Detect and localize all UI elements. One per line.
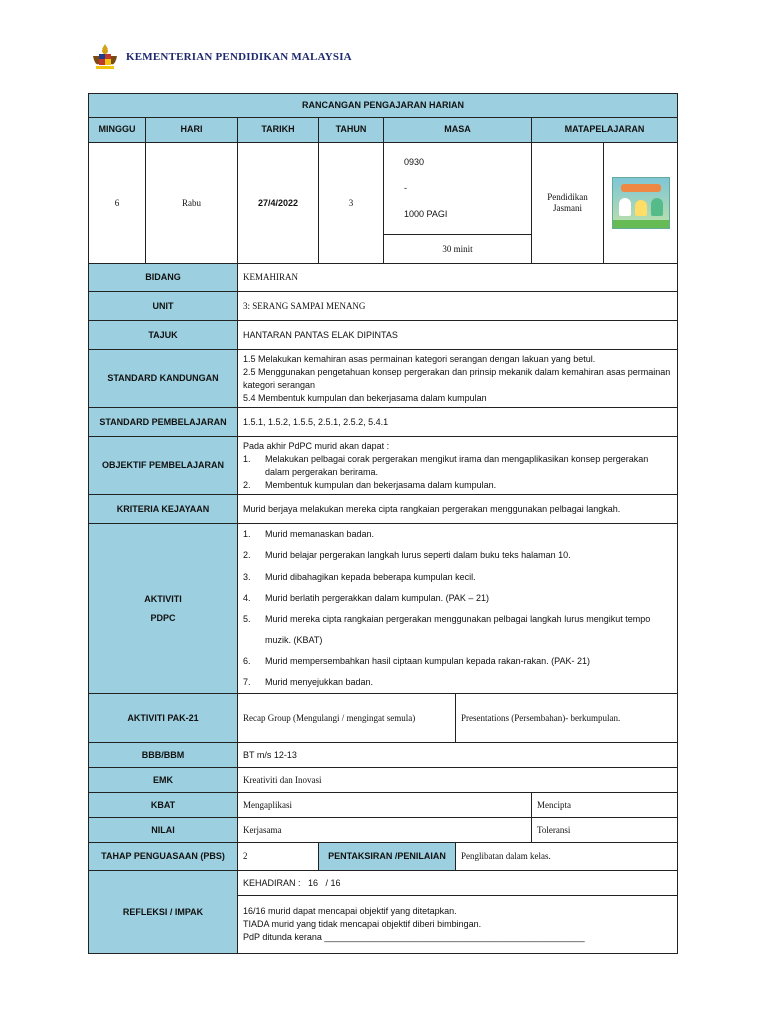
refleksi-line: 16/16 murid dapat mencapai objektif yang ditetapkan.: [243, 906, 457, 917]
list-item: 3. Murid dibahagikan kepada beberapa kumpulan kecil.: [243, 571, 476, 582]
kehadiran-value: KEHADIRAN : 16 / 16: [238, 871, 678, 896]
tahun-value: 3: [319, 143, 384, 264]
standard-kandungan-value: [238, 350, 678, 408]
bidang-label: BIDANG: [89, 264, 238, 292]
list-item: 1. Melakukan pelbagai corak pergerakan mengikut irama dan mengaplikasikan konsep pergerakan dalam pergerakan berirama.: [243, 453, 649, 477]
tahap-value: 2: [238, 843, 319, 871]
aktiviti-label: [89, 524, 238, 694]
col-minggu: MINGGU: [89, 118, 146, 143]
kbat-left: Mengaplikasi: [238, 793, 532, 818]
pak21-label: AKTIVITI PAK-21: [89, 694, 238, 743]
unit-label: UNIT: [89, 292, 238, 321]
objektif-intro: Pada akhir PdPC murid akan dapat :: [243, 440, 390, 451]
ministry-title: KEMENTERIAN PENDIDIKAN MALAYSIA: [126, 51, 352, 63]
objektif-value: [238, 437, 678, 495]
pentaksiran-label: PENTAKSIRAN /PENILAIAN: [319, 843, 456, 871]
nilai-left: Kerjasama: [238, 818, 532, 843]
bidang-value: KEMAHIRAN: [238, 264, 678, 292]
nilai-label: NILAI: [89, 818, 238, 843]
standard-pembelajaran-label: STANDARD PEMBELAJARAN: [89, 408, 238, 437]
sk-line: 5.4 Membentuk kumpulan dan bekerjasama dalam kumpulan: [243, 392, 487, 403]
lesson-plan-table: [88, 93, 678, 954]
masa-time: [384, 143, 532, 235]
aktiviti-label-line2: PDPC: [150, 612, 176, 623]
nilai-right: Toleransi: [532, 818, 678, 843]
hari-value: Rabu: [146, 143, 238, 264]
plan-title: RANCANGAN PENGAJARAN HARIAN: [89, 94, 678, 118]
list-item: 4. Murid berlatih pergerakkan dalam kumpulan. (PAK – 21): [243, 592, 489, 603]
aktiviti-label-line1: AKTIVITI: [144, 593, 182, 604]
standard-pembelajaran-value: 1.5.1, 1.5.2, 1.5.5, 2.5.1, 2.5.2, 5.4.1: [238, 408, 678, 437]
list-item: 5. Murid mereka cipta rangkaian pergerakan menggunakan pelbagai langkah lurus mengikut tempo muzik. (KBAT): [243, 613, 651, 646]
bbb-value: BT m/s 12-13: [238, 743, 678, 768]
textbook-cover: [604, 143, 678, 264]
col-masa: MASA: [384, 118, 532, 143]
list-item: 2. Membentuk kumpulan dan bekerjasama dalam kumpulan.: [243, 479, 497, 490]
refleksi-line: PdP ditunda kerana ____________________________________________________: [243, 932, 585, 943]
sk-line: 1.5 Melakukan kemahiran asas permainan kategori serangan dengan lakuan yang betul.: [243, 353, 596, 364]
col-tarikh: TARIKH: [238, 118, 319, 143]
objektif-label: OBJEKTIF PEMBELAJARAN: [89, 437, 238, 495]
masa-end: 1000 PAGI: [404, 209, 448, 220]
kriteria-value: Murid berjaya melakukan mereka cipta rangkaian pergerakan menggunakan pelbagai langkah.: [238, 495, 678, 524]
col-tahun: TAHUN: [319, 118, 384, 143]
minggu-value: 6: [89, 143, 146, 264]
refleksi-value: [238, 896, 678, 954]
jata-negara-crest-icon: [90, 42, 120, 72]
list-item: 7. Murid menyejukkan badan.: [243, 677, 374, 688]
aktiviti-list: [243, 524, 672, 693]
kbat-label: KBAT: [89, 793, 238, 818]
col-hari: HARI: [146, 118, 238, 143]
refleksi-line: TIADA murid yang tidak mencapai objektif diberi bimbingan.: [243, 919, 482, 930]
pak21-right: Presentations (Persembahan)- berkumpulan.: [456, 694, 678, 743]
bbb-label: BBB/BBM: [89, 743, 238, 768]
sk-line: 2.5 Menggunakan pengetahuan konsep pergerakan dan prinsip mekanik dalam kemahiran asas permainan kategori serangan: [243, 366, 671, 390]
textbook-cover-image: [612, 177, 670, 229]
list-item: 1. Murid memanaskan badan.: [243, 529, 375, 540]
tarikh-value: 27/4/2022: [238, 143, 319, 264]
tajuk-label: TAJUK: [89, 321, 238, 350]
list-item: 6. Murid mempersembahkan hasil ciptaan kumpulan kepada rakan-rakan. (PAK- 21): [243, 656, 590, 667]
standard-kandungan-label: STANDARD KANDUNGAN: [89, 350, 238, 408]
emk-label: EMK: [89, 768, 238, 793]
masa-sep: -: [404, 183, 408, 194]
list-item: 2. Murid belajar pergerakan langkah lurus seperti dalam buku teks halaman 10.: [243, 550, 571, 561]
objektif-list: [243, 453, 672, 492]
tajuk-value: HANTARAN PANTAS ELAK DIPINTAS: [238, 321, 678, 350]
refleksi-label: REFLEKSI / IMPAK: [89, 871, 238, 954]
aktiviti-value: [238, 524, 678, 694]
masa-durasi: 30 minit: [384, 235, 532, 264]
ministry-header: [90, 40, 352, 74]
pentaksiran-value: Penglibatan dalam kelas.: [456, 843, 678, 871]
unit-value: 3: SERANG SAMPAI MENANG: [238, 292, 678, 321]
tahap-label: TAHAP PENGUASAAN (PBS): [89, 843, 238, 871]
col-matapelajaran: MATAPELAJARAN: [532, 118, 678, 143]
kbat-right: Mencipta: [532, 793, 678, 818]
emk-value: Kreativiti dan Inovasi: [238, 768, 678, 793]
subject-name: Pendidikan Jasmani: [532, 143, 604, 264]
kriteria-label: KRITERIA KEJAYAAN: [89, 495, 238, 524]
pak21-left: Recap Group (Mengulangi / mengingat semula): [238, 694, 456, 743]
masa-start: 0930: [404, 157, 425, 168]
